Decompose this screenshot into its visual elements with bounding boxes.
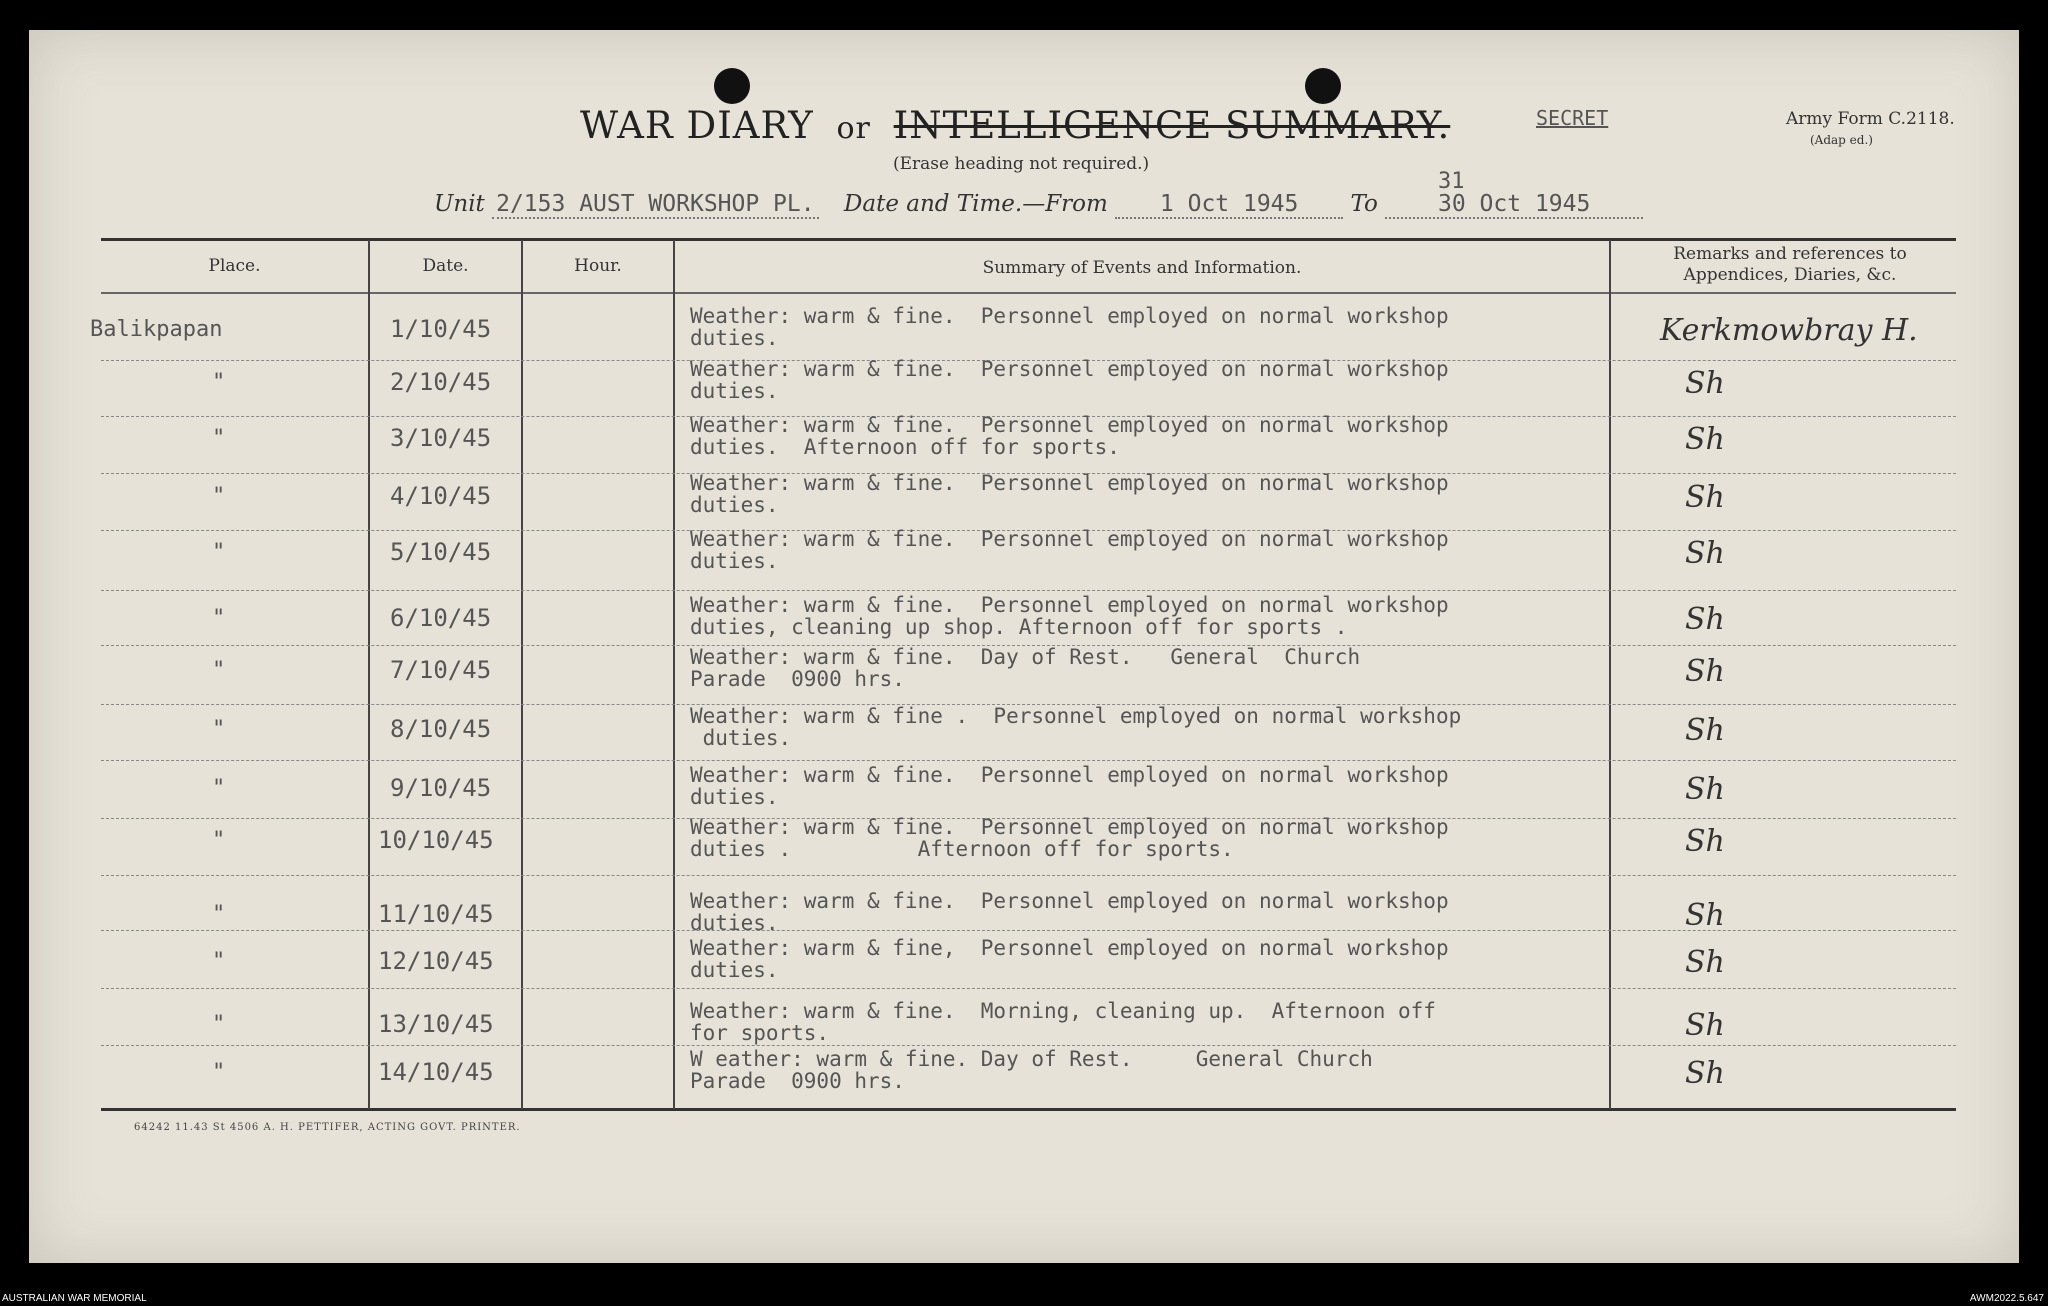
row-summary: Weather: warm & fine. Personnel employed on normal workshop duties. — [690, 471, 1449, 517]
row-initials: Kerkmowbray H. — [1660, 313, 1918, 348]
row-initials: Sh — [1685, 536, 1725, 571]
form-title — [580, 104, 1450, 147]
row-summary: Weather: warm & fine. Personnel employed on normal workshop duties. — [690, 304, 1449, 350]
row-summary: Weather: warm & fine. Personnel employed on normal workshop duties. — [690, 763, 1449, 809]
row-initials: Sh — [1685, 654, 1725, 689]
row-initials: Sh — [1685, 422, 1725, 457]
row-summary: Weather: warm & fine. Personnel employed on normal workshop duties . Afternoon off for sports. — [690, 815, 1449, 861]
date-label: Date and Time.—From — [843, 191, 1108, 217]
column-divider — [673, 240, 675, 1109]
row-date: 13/10/45 — [378, 1010, 494, 1038]
row-divider — [101, 988, 1956, 990]
header-hour: Hour. — [574, 256, 622, 276]
row-summary: Weather: warm & fine. Personnel employed on normal workshop duties. — [690, 889, 1449, 935]
row-place: " — [212, 902, 226, 927]
row-initials: Sh — [1685, 1008, 1725, 1043]
row-summary: Weather: warm & fine . Personnel employed on normal workshop duties. — [690, 704, 1462, 750]
punch-hole — [714, 68, 750, 104]
erase-note: (Erase heading not required.) — [893, 154, 1150, 174]
row-date: 1/10/45 — [390, 315, 492, 343]
row-place: " — [212, 426, 226, 451]
header-date: Date. — [422, 256, 469, 276]
title-or: or — [836, 111, 871, 146]
row-place: " — [212, 717, 226, 742]
printer-imprint: 64242 11.43 St 4506 A. H. PETTIFER, ACTING GOVT. PRINTER. — [134, 1122, 521, 1133]
row-summary: Weather: warm & fine. Personnel employed on normal workshop duties. Afternoon off for sports. — [690, 413, 1449, 459]
row-place: " — [212, 776, 226, 801]
row-summary: Weather: warm & fine. Morning, cleaning up. Afternoon off for sports. — [690, 999, 1436, 1045]
row-place: " — [212, 1060, 226, 1085]
punch-hole — [1305, 68, 1341, 104]
column-divider — [368, 240, 370, 1109]
row-date: 6/10/45 — [390, 604, 492, 632]
secret-stamp: SECRET — [1536, 106, 1609, 130]
row-place: Balikpapan — [90, 317, 223, 342]
row-place: " — [212, 1012, 226, 1037]
row-place: " — [212, 606, 226, 631]
row-initials: Sh — [1685, 713, 1725, 748]
footer-reference: AWM2022.5.647 — [1969, 1293, 2044, 1304]
row-place: " — [212, 540, 226, 565]
row-summary: Weather: warm & fine. Personnel employed on normal workshop duties, cleaning up shop. Afternoon off for sports . — [690, 593, 1449, 639]
row-place: " — [212, 828, 226, 853]
to-date-correction: 31 — [1438, 169, 1465, 194]
title-struck: INTELLIGENCE SUMMARY. — [893, 104, 1451, 147]
row-place: " — [212, 370, 226, 395]
row-initials: Sh — [1685, 772, 1725, 807]
row-initials: Sh — [1685, 824, 1725, 859]
table-bottom-rule — [101, 1108, 1956, 1111]
row-date: 4/10/45 — [390, 482, 492, 510]
row-date: 10/10/45 — [378, 826, 494, 854]
row-summary: Weather: warm & fine. Personnel employed on normal workshop duties. — [690, 357, 1449, 403]
adap-note: (Adap ed.) — [1810, 133, 1873, 147]
row-date: 3/10/45 — [390, 424, 492, 452]
header-rule — [101, 292, 1956, 294]
table-top-rule — [101, 238, 1956, 241]
header-remarks: Remarks and references to Appendices, Diaries, &c. — [1673, 244, 1907, 285]
row-date: 12/10/45 — [378, 947, 494, 975]
from-value: 1 Oct 1945 — [1115, 191, 1343, 219]
row-date: 14/10/45 — [378, 1058, 494, 1086]
row-place: " — [212, 949, 226, 974]
row-date: 8/10/45 — [390, 715, 492, 743]
row-initials: Sh — [1685, 898, 1725, 933]
row-divider — [101, 760, 1956, 762]
row-place: " — [212, 484, 226, 509]
row-summary: Weather: warm & fine, Personnel employed on normal workshop duties. — [690, 936, 1449, 982]
column-divider — [1609, 240, 1611, 1109]
row-date: 2/10/45 — [390, 368, 492, 396]
army-form-number: Army Form C.2118. — [1786, 109, 1955, 129]
row-summary: Weather: warm & fine. Day of Rest. General Church Parade 0900 hrs. — [690, 645, 1361, 691]
row-place: " — [212, 658, 226, 683]
row-date: 11/10/45 — [378, 900, 494, 928]
unit-value: 2/153 AUST WORKSHOP PL. — [492, 191, 819, 219]
row-initials: Sh — [1685, 366, 1725, 401]
row-date: 5/10/45 — [390, 538, 492, 566]
column-divider — [521, 240, 523, 1109]
to-value: 30 Oct 1945 — [1385, 191, 1643, 219]
row-date: 7/10/45 — [390, 656, 492, 684]
row-summary: Weather: warm & fine. Personnel employed on normal workshop duties. — [690, 527, 1449, 573]
footer-archive-name: AUSTRALIAN WAR MEMORIAL — [2, 1293, 147, 1304]
to-label: To — [1350, 191, 1378, 217]
unit-label: Unit — [434, 191, 485, 217]
row-initials: Sh — [1685, 1056, 1725, 1091]
row-divider — [101, 590, 1956, 592]
unit-row — [434, 191, 1643, 219]
title-main: WAR DIARY — [580, 104, 814, 147]
header-summary: Summary of Events and Information. — [982, 258, 1302, 278]
row-date: 9/10/45 — [390, 774, 492, 802]
row-initials: Sh — [1685, 480, 1725, 515]
row-summary: W eather: warm & fine. Day of Rest. General Church Parade 0900 hrs. — [690, 1047, 1373, 1093]
row-divider — [101, 875, 1956, 877]
header-place: Place. — [208, 256, 261, 276]
row-initials: Sh — [1685, 945, 1725, 980]
row-initials: Sh — [1685, 602, 1725, 637]
